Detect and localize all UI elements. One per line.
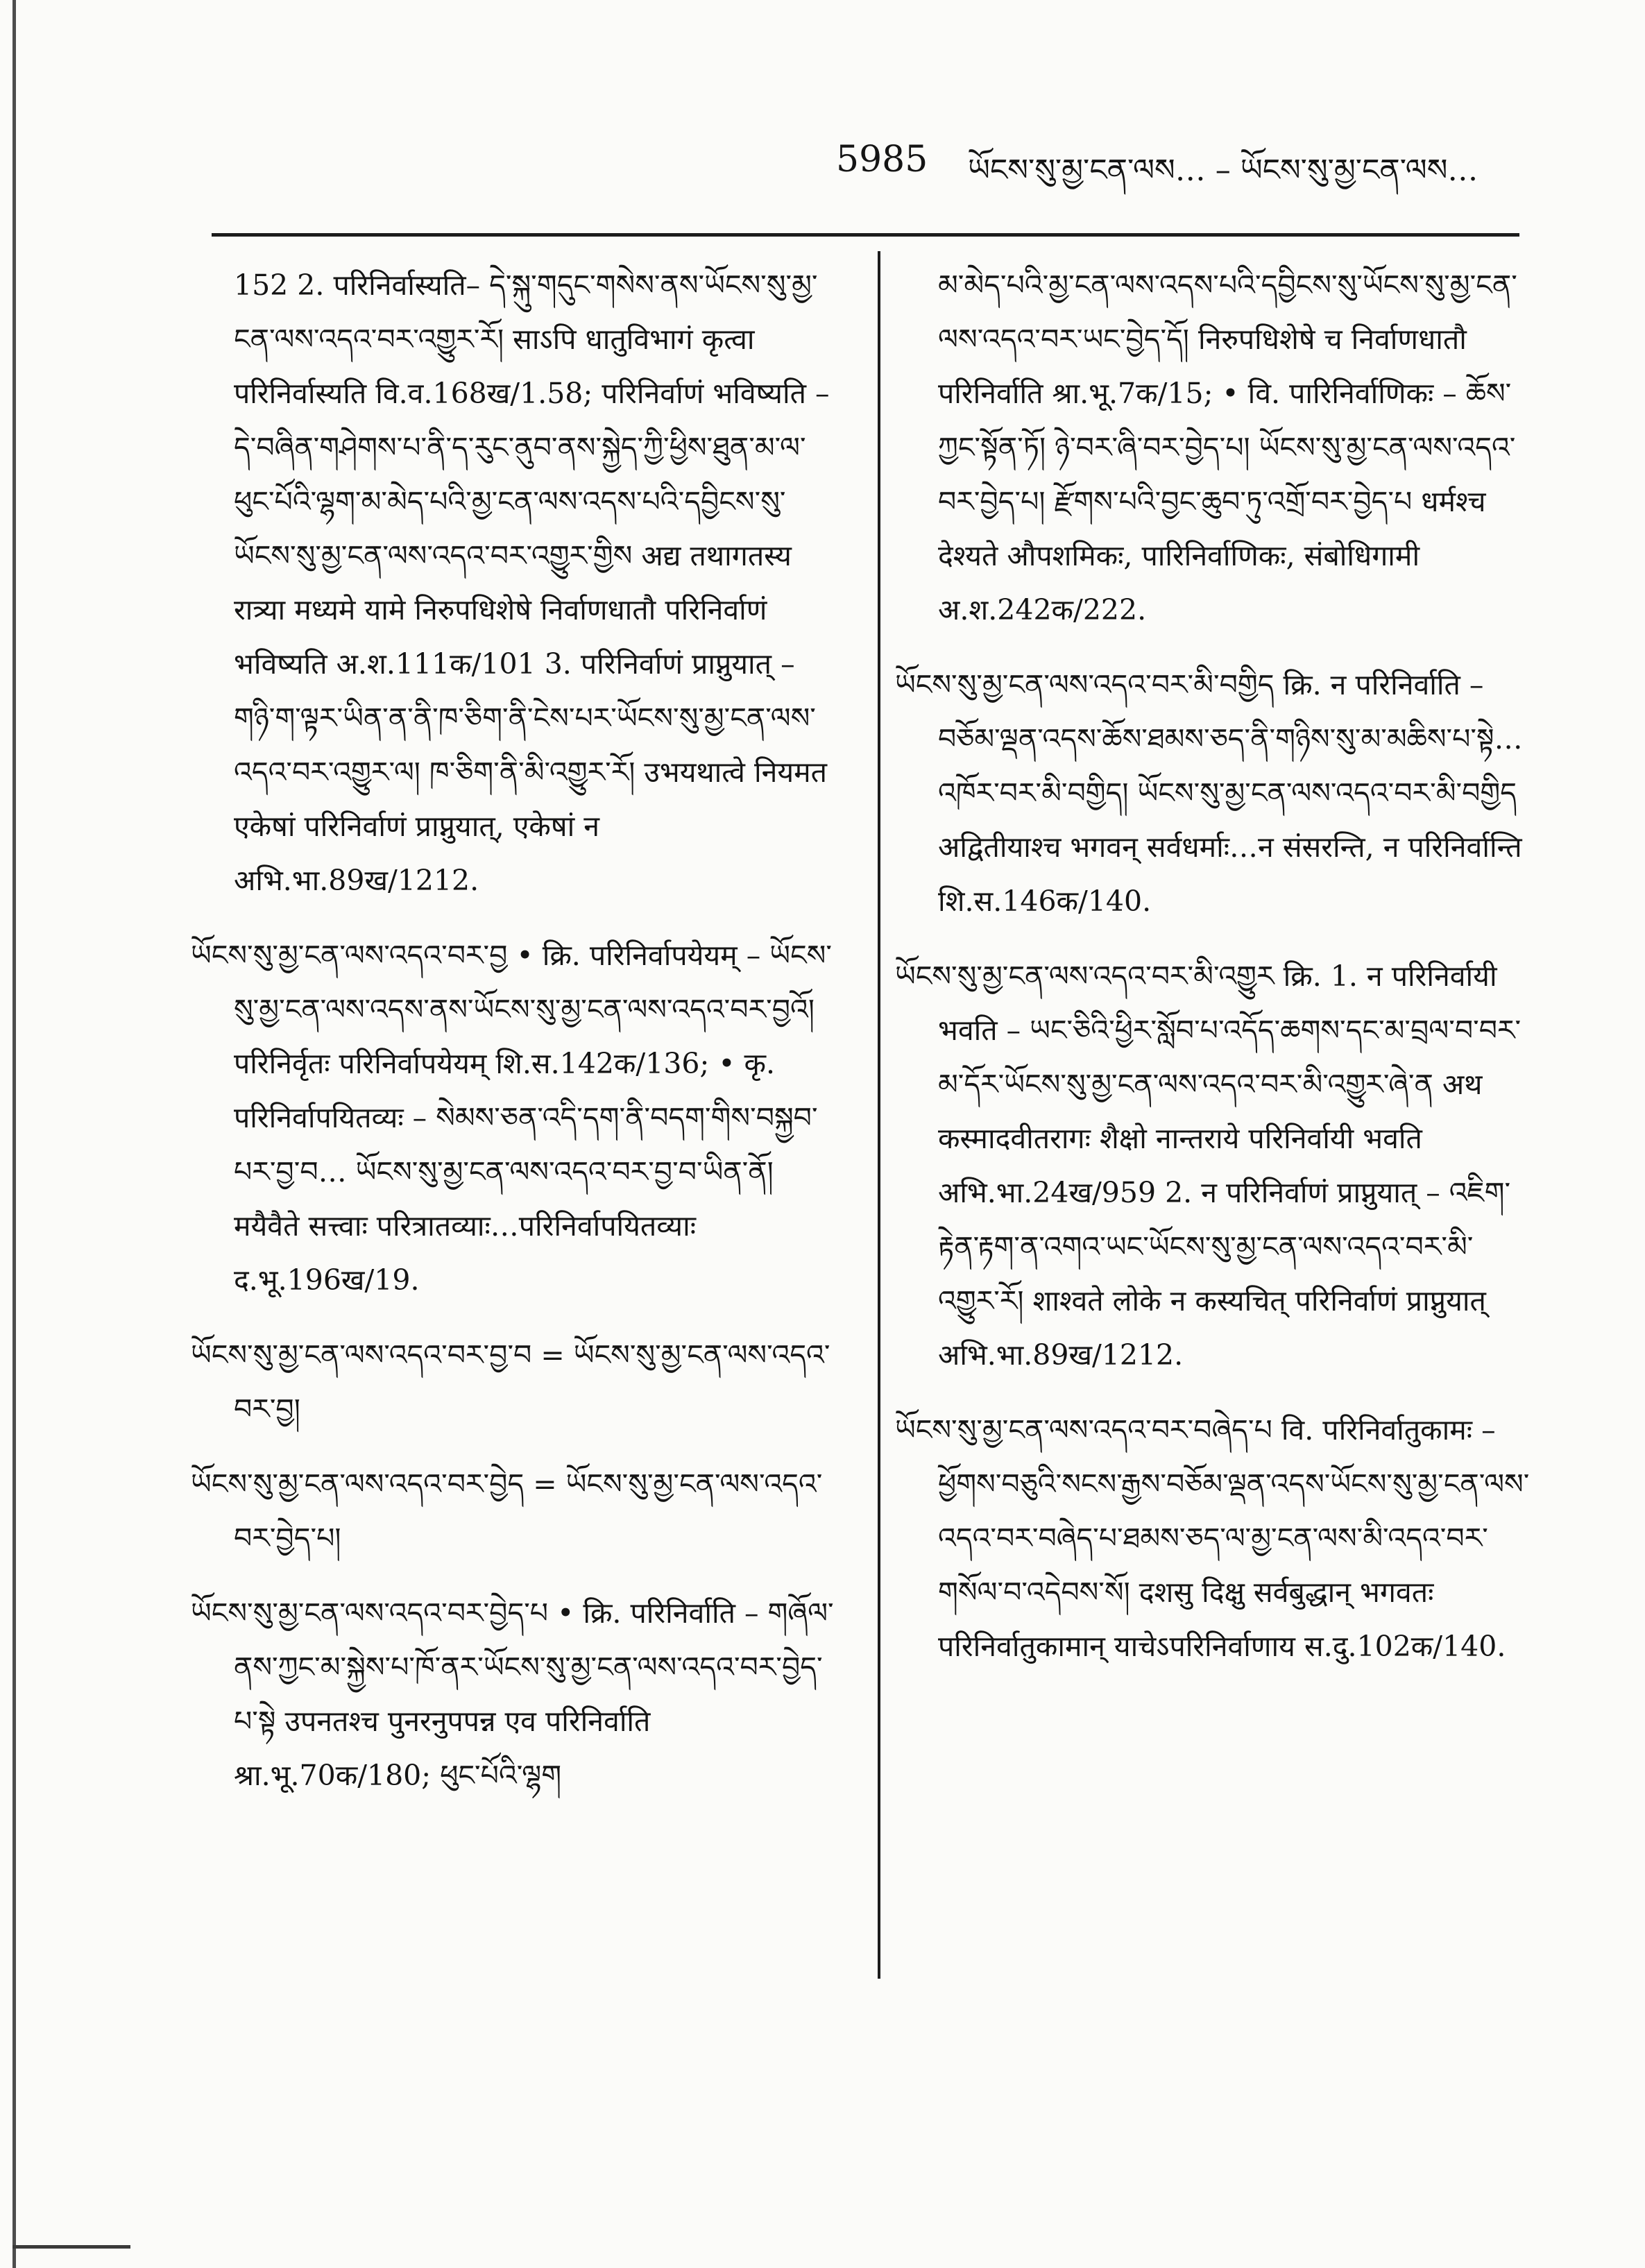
running-head: ཡོངས་སུ་མྱ་ངན་ལས… – ཡོངས་སུ་མྱ་ངན་ལས… [968,153,1478,188]
dictionary-entry: ཡོངས་སུ་མྱ་ངན་ལས་འདའ་བར་བྱ • क्रि. परिनिर्वापयेयम् – ཡོངས་སུ་མྱ་ངན་ལས་འདས་ནས་ཡོངས་སུ་མྱ་ངན་ལས་འདའ་བར་བྱའོ། परिनिर्वृतः परिनिर्वापयेयम् शि.स.142क/136; • कृ. परिनिर्वापयितव्यः – སེམས་ཅན་འདི་དག་ནི་བདག་གིས་བསྐྱབ་པར་བྱ་བ… ཡོངས་སུ་མྱ་ངན་ལས་འདའ་བར་བྱ་བ་ཡིན་ནོ། मयैवैते सत्त्वाः परित्रातव्याः…परिनिर्वापयितव्याः द.भू.196ख/19. [191,939,832,1297]
page-number: 5985 [836,139,928,180]
dictionary-entry: ཡོངས་སུ་མྱ་ངན་ལས་འདའ་བར་མི་འགྱུར क्रि. 1. न परिनिर्वायी भवति – ཡང་ཅིའི་ཕྱིར་སློབ་པ་འདོད་ཆགས་དང་མ་བྲལ་བ་བར་མ་དོར་ཡོངས་སུ་མྱ་ངན་ལས་འདའ་བར་མི་འགྱུར་ཞེ་ན अथ कस्मादवीतरागः शैक्षो नान्तराये परिनिर्वायी भवति अभि.भा.24ख/959 2. न परिनिर्वाणं प्राप्नुयात् – འཇིག་རྟེན་རྟག་ན་འགའ་ཡང་ཡོངས་སུ་མྱ་ངན་ལས་འདའ་བར་མི་འགྱུར་རོ། शाश्वते लोके न कस्यचित् परिनिर्वाणं प्राप्नुयात् अभि.भा.89ख/1212. [895,960,1522,1372]
column-divider [878,251,880,1979]
entry-continuation: 152 2. परिनिर्वास्यति– དེ་སྐུ་གདུང་གསེས་ནས་ཡོངས་སུ་མྱ་ངན་ལས་འདའ་བར་འགྱུར་རོ། साऽपि धातुविभागं कृत्वा परिनिर्वास्यति वि.व.168ख/1.58; परिनिर्वाणं भविष्यति – དེ་བཞིན་གཤེགས་པ་ནི་ད་རུང་ནུབ་ནས་སྐྱེད་ཀྱི་ཕྱིས་ཐུན་མ་ལ་ཕུང་པོའི་ལྷག་མ་མེད་པའི་མྱ་ངན་ལས་འདས་པའི་དབྱིངས་སུ་ཡོངས་སུ་མྱ་ངན་ལས་འདའ་བར་འགྱུར་གྱིས अद्य तथागतस्य रात्र्या मध्यमे यामे निरुपधिशेषे निर्वाणधातौ परिनिर्वाणं भविष्यति अ.श.111क/101 3. परिनिर्वाणं प्राप्नुयात् – གཉི་ག་ལྟར་ཡིན་ན་ནི་ཁ་ཅིག་ནི་ངེས་པར་ཡོངས་སུ་མྱ་ངན་ལས་འདའ་བར་འགྱུར་ལ། ཁ་ཅིག་ནི་མི་འགྱུར་རོ། उभयथात्वे नियमत एकेषां परिनिर्वाणं प्राप्नुयात्, एकेषां न अभि.भा.89ख/1212. [234,268,830,897]
right-column [895,258,1533,1673]
binding-edge [12,0,16,2268]
dictionary-entry: ཡོངས་སུ་མྱ་ངན་ལས་འདའ་བར་བྱེད་པ • क्रि. परिनिर्वाति – གཞོལ་ནས་ཀྱང་མ་སྐྱེས་པ་ཁོ་ནར་ཡོངས་སུ་མྱ་ངན་ལས་འདའ་བར་བྱེད་པ་སྟེ उपनतश्च पुनरनुपपन्न एव परिनिर्वाति श्रा.भू.70क/180; ཕུང་པོའི་ལྷག [191,1596,834,1792]
dictionary-entry: ཡོངས་སུ་མྱ་ངན་ལས་འདའ་བར་མི་བགྱིད क्रि. न परिनिर्वाति – བཅོམ་ལྡན་འདས་ཆོས་ཐམས་ཅད་ནི་གཉིས་སུ་མ་མཆིས་པ་སྟེ… འཁོར་བར་མི་བགྱིད། ཡོངས་སུ་མྱ་ངན་ལས་འདའ་བར་མི་བགྱིད अद्वितीयाश्च भगवन् सर्वधर्माः…न संसरन्ति, न परिनिर्वान्ति शि.स.146क/140. [895,668,1523,918]
entry-continuation: མ་མེད་པའི་མྱ་ངན་ལས་འདས་པའི་དབྱིངས་སུ་ཡོངས་སུ་མྱ་ངན་ལས་འདའ་བར་ཡང་བྱེད་དོ། निरुपधिशेषे च निर्वाणधातौ परिनिर्वाति श्रा.भू.7क/15; • वि. पारिनिर्वाणिकः – ཆོས་ཀྱང་སྟོན་ཏོ། ཉེ་བར་ཞི་བར་བྱེད་པ། ཡོངས་སུ་མྱ་ངན་ལས་འདའ་བར་བྱེད་པ། རྫོགས་པའི་བྱང་ཆུབ་ཏུ་འགྲོ་བར་བྱེད་པ धर्मश्च देश्यते औपशमिकः, पारिनिर्वाणिकः, संबोधिगामी अ.श.242क/222. [938,268,1517,626]
header-rule [212,233,1519,237]
dictionary-entry: ཡོངས་སུ་མྱ་ངན་ལས་འདའ་བར་བཞེད་པ वि. परिनिर्वातुकामः – ཕྱོགས་བཅུའི་སངས་རྒྱས་བཅོམ་ལྡན་འདས་ཡོངས་སུ་མྱ་ངན་ལས་འདའ་བར་བཞེད་པ་ཐམས་ཅད་ལ་མྱ་ངན་ལས་མི་འདའ་བར་གསོལ་བ་འདེབས་སོ། दशसु दिक्षु सर्वबुद्धान् भगवतः परिनिर्वातुकामान् याचेऽपरिनिर्वाणाय स.दु.102क/140. [895,1413,1530,1663]
dictionary-entry: ཡོངས་སུ་མྱ་ངན་ལས་འདའ་བར་བྱ་བ = ཡོངས་སུ་མྱ་ངན་ལས་འདའ་བར་བྱ། [191,1338,830,1426]
left-column [191,258,843,1802]
page-corner-mark [12,2245,130,2249]
dictionary-entry: ཡོངས་སུ་མྱ་ངན་ལས་འདའ་བར་བྱེད = ཡོངས་སུ་མྱ་ངན་ལས་འདའ་བར་བྱེད་པ། [191,1467,823,1555]
